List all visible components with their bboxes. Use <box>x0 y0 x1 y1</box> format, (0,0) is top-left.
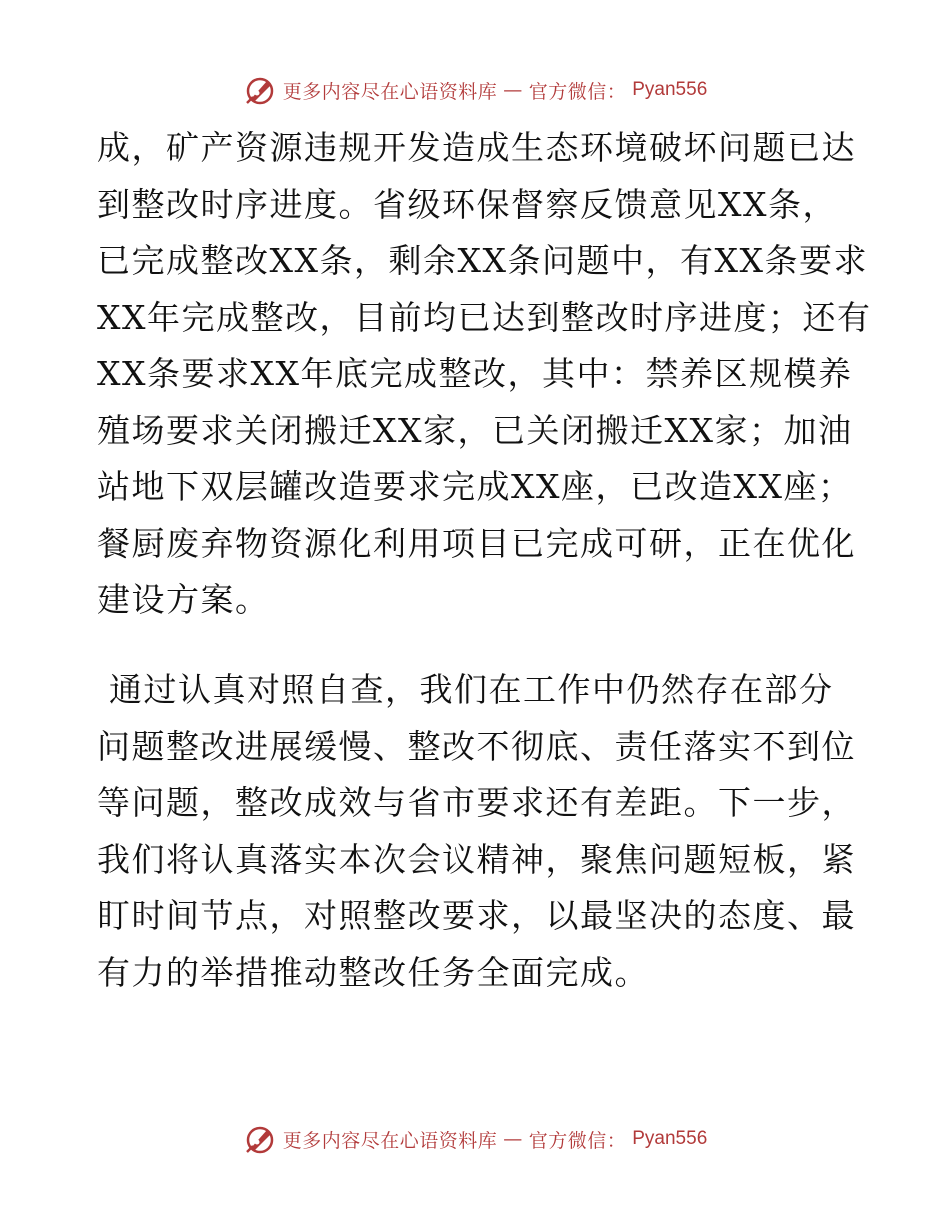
banner-wechat-label: 官方微信： <box>528 1129 627 1152</box>
text-line: 有力的举措推动整改任务全面完成。 <box>97 952 649 992</box>
text-line: 站地下双层罐改造要求完成XX座，已改造XX座； <box>97 467 853 506</box>
banner-wechat-id: Pyan556 <box>632 1128 708 1149</box>
text-line: 餐厨废弃物资源化利用项目已完成可研，正在优化 <box>97 523 856 563</box>
paragraph-1 <box>97 120 872 629</box>
text-line: 通过认真对照自查，我们在工作中仍然存在部分 <box>97 670 834 709</box>
text-line: 到整改时序进度。省级环保督察反馈意见XX条， <box>97 184 837 224</box>
header-banner <box>0 72 950 108</box>
text-line: 我们将认真落实本次会议精神，聚焦问题短板，紧 <box>97 839 856 879</box>
banner-wechat-label: 官方微信： <box>528 80 627 103</box>
pen-nib-logo-icon <box>243 73 277 107</box>
text-line: XX年完成整改，目前均已达到整改时序进度；还有 <box>97 297 872 337</box>
banner-separator: — <box>503 79 523 101</box>
pen-nib-logo-icon <box>243 1122 277 1156</box>
text-line: 殖场要求关闭搬迁XX家，已关闭搬迁XX家；加油 <box>97 410 853 450</box>
banner-site-name: 更多内容尽在心语资料库 <box>282 1129 498 1152</box>
text-line: 已完成整改XX条，剩余XX条问题中，有XX条要求 <box>97 241 868 280</box>
text-line: 成，矿产资源违规开发造成生态环境破坏问题已达 <box>97 128 856 167</box>
banner-site-name: 更多内容尽在心语资料库 <box>282 80 498 103</box>
text-line: XX条要求XX年底完成整改，其中：禁养区规模养 <box>97 354 853 393</box>
text-line: 建设方案。 <box>97 580 270 619</box>
text-line: 问题整改进展缓慢、整改不彻底、责任落实不到位 <box>97 726 856 766</box>
text-line: 盯时间节点，对照整改要求，以最坚决的态度、最 <box>97 896 856 935</box>
banner-separator: — <box>503 1128 523 1150</box>
footer-banner <box>0 1121 950 1157</box>
text-line: 等问题，整改成效与省市要求还有差距。下一步， <box>97 783 856 822</box>
banner-wechat-id: Pyan556 <box>632 79 708 100</box>
paragraph-2 <box>97 662 857 1001</box>
